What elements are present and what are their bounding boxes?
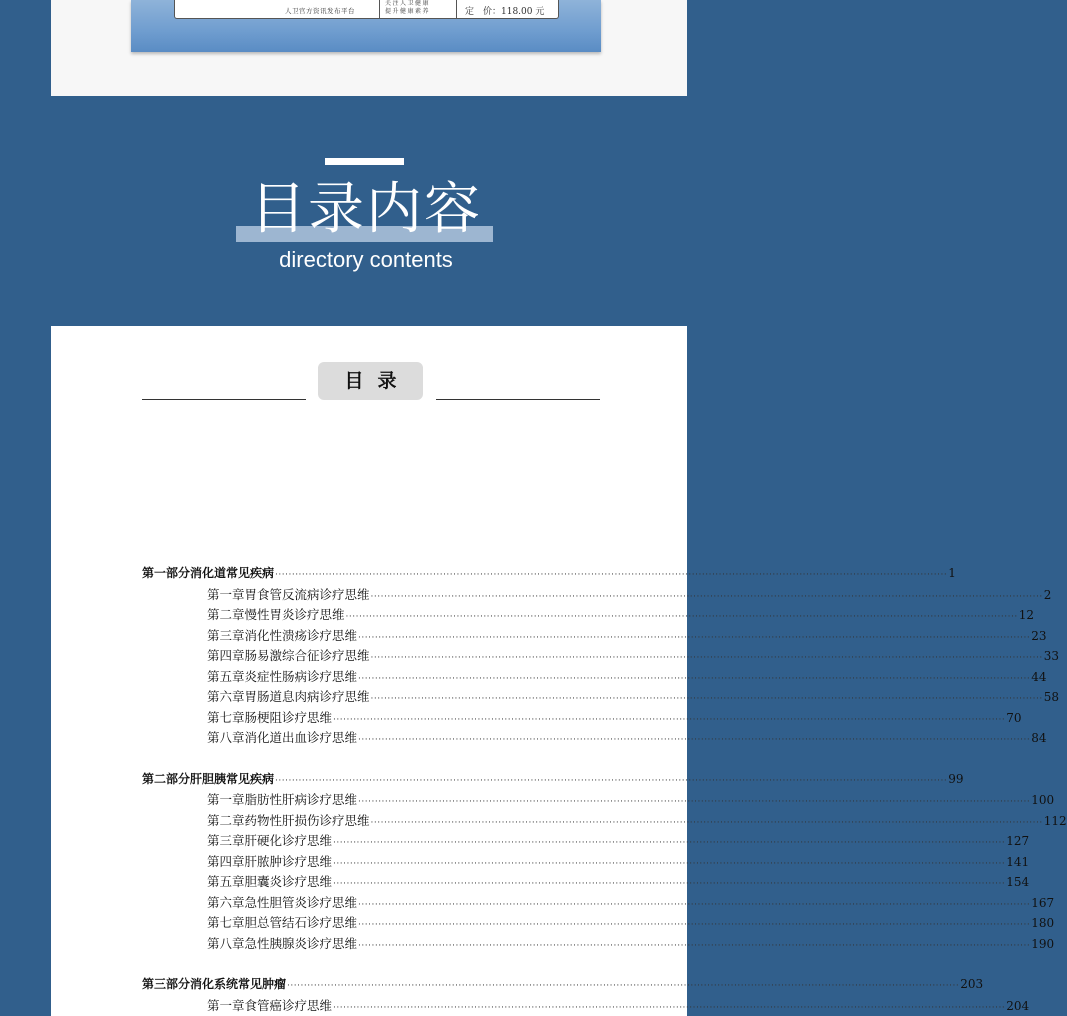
page-number: 1 <box>948 566 956 580</box>
chapter-label: 第七章 <box>207 915 245 930</box>
price-text: 定 价：118.00 元 <box>465 7 545 17</box>
chapter-label: 第一章 <box>207 792 245 807</box>
platform-text: 人卫官方资讯发布平台 <box>285 7 355 15</box>
care-text <box>385 0 430 15</box>
chapter-label: 第四章 <box>207 853 245 869</box>
page-number: 203 <box>960 977 984 991</box>
page-number: 84 <box>1031 731 1047 745</box>
chapter-title: 药物性肝损伤诊疗思维 <box>244 812 370 828</box>
label-divider <box>456 0 457 18</box>
toc-chapter-row <box>142 934 1055 955</box>
chapter-label: 第二章 <box>207 812 245 828</box>
toc-chapter-row <box>142 996 1030 1016</box>
leader-dots: ········································································································································································································ <box>333 879 1006 889</box>
page-number: 112 <box>1043 813 1067 828</box>
leader-dots: ········································································································································································································ <box>370 694 1043 704</box>
toc-chapter-row <box>142 790 1055 811</box>
heading-accent-bar <box>325 158 404 165</box>
section-title: 目录内容 <box>250 177 482 242</box>
leader-dots: ········································································································································································································ <box>333 1002 1006 1013</box>
section-subtitle: directory contents <box>279 247 453 272</box>
toc-chapter-row <box>142 831 1030 852</box>
toc-chapter-row <box>142 872 1030 893</box>
part-label: 第一部分 <box>142 566 191 580</box>
leader-dots: ········································································································································································································ <box>275 570 948 580</box>
toc-chapter-row <box>142 852 1030 873</box>
page-number: 33 <box>1043 649 1059 663</box>
chapter-label: 第一章 <box>207 997 245 1013</box>
leader-dots: ········································································································································································································ <box>333 714 1006 725</box>
page-number: 204 <box>1006 998 1030 1013</box>
book-back-label <box>174 0 559 19</box>
chapter-label: 第八章 <box>207 935 245 951</box>
page-number: 127 <box>1006 834 1030 848</box>
page-number: 190 <box>1031 936 1055 951</box>
chapter-label: 第二章 <box>207 607 245 622</box>
label-divider <box>379 0 380 18</box>
chapter-title: 肠易激综合征诊疗思维 <box>244 648 370 663</box>
toc-chapter-row <box>142 646 1059 667</box>
chapter-label: 第五章 <box>207 874 245 889</box>
page-number: 167 <box>1031 895 1055 910</box>
chapter-title: 肝硬化诊疗思维 <box>244 833 333 848</box>
header-rule-left <box>142 399 306 400</box>
page-number: 99 <box>948 771 964 786</box>
part-title: 消化系统常见肿瘤 <box>190 977 287 991</box>
chapter-title: 消化性溃疡诊疗思维 <box>244 627 358 643</box>
leader-dots: ········································································································································································································ <box>358 735 1031 745</box>
chapter-label: 第四章 <box>207 648 245 663</box>
chapter-label: 第六章 <box>207 689 245 704</box>
chapter-label: 第六章 <box>207 894 245 910</box>
chapter-label: 第七章 <box>207 709 245 725</box>
chapter-title: 脂肪性肝病诊疗思维 <box>244 792 358 807</box>
page-number: 58 <box>1043 690 1059 704</box>
leader-dots: ········································································································································································································ <box>358 940 1031 951</box>
leader-dots: ········································································································································································································ <box>345 612 1018 622</box>
page-number: 100 <box>1031 793 1055 807</box>
chapter-title: 急性胰腺炎诊疗思维 <box>244 935 358 951</box>
care-line-1: 关注人卫健康 <box>385 0 431 7</box>
chapter-title: 肠梗阻诊疗思维 <box>244 709 333 725</box>
toc-chapter-row <box>142 605 1034 626</box>
chapter-title: 胆总管结石诊疗思维 <box>244 915 358 930</box>
leader-dots: ········································································································································································································ <box>358 673 1031 684</box>
chapter-title: 胃食管反流病诊疗思维 <box>244 586 370 602</box>
leader-dots: ········································································································································································································ <box>275 775 948 786</box>
leader-dots: ········································································································································································································ <box>333 838 1006 848</box>
part-gap <box>142 954 600 975</box>
toc-chapter-row <box>142 667 1047 688</box>
page-number: 141 <box>1006 854 1030 869</box>
page-number: 180 <box>1031 916 1055 930</box>
leader-dots: ········································································································································································································ <box>370 591 1043 602</box>
toc-header: 目录 <box>318 362 423 400</box>
part-label: 第三部分 <box>142 977 191 991</box>
toc-chapter-row <box>142 626 1047 647</box>
toc-part-row <box>142 975 984 996</box>
toc-chapter-row <box>142 913 1055 934</box>
chapter-label: 第一章 <box>207 586 245 602</box>
chapter-title: 肝脓肿诊疗思维 <box>244 853 333 869</box>
page-number: 23 <box>1031 628 1047 643</box>
toc-part-row <box>142 770 964 791</box>
toc-chapter-row <box>142 893 1055 914</box>
leader-dots: ········································································································································································································ <box>370 817 1043 828</box>
page-number: 44 <box>1031 669 1047 684</box>
leader-dots: ········································································································································································································ <box>358 899 1031 910</box>
toc-chapter-row <box>142 585 1052 606</box>
part-gap <box>142 749 600 770</box>
header-rule-right <box>436 399 600 400</box>
leader-dots: ········································································································································································································ <box>370 653 1043 663</box>
toc-chapter-row <box>142 728 1047 749</box>
page-number: 12 <box>1018 608 1034 622</box>
chapter-label: 第三章 <box>207 833 245 848</box>
toc-part-row <box>142 564 956 585</box>
care-line-2: 提升健康素养 <box>385 7 431 15</box>
leader-dots: ········································································································································································································ <box>358 920 1031 930</box>
chapter-title: 炎症性肠病诊疗思维 <box>244 668 358 684</box>
chapter-title: 胆囊炎诊疗思维 <box>244 874 333 889</box>
chapter-title: 急性胆管炎诊疗思维 <box>244 894 358 910</box>
page-number: 70 <box>1006 710 1022 725</box>
part-title: 消化道常见疾病 <box>190 566 275 580</box>
chapter-title: 胃肠道息肉病诊疗思维 <box>244 689 370 704</box>
leader-dots: ········································································································································································································ <box>333 858 1006 869</box>
toc-chapter-row <box>142 687 1059 708</box>
chapter-title: 食管癌诊疗思维 <box>244 997 333 1013</box>
part-title: 肝胆胰常见疾病 <box>190 771 275 786</box>
leader-dots: ········································································································································································································ <box>358 632 1031 643</box>
toc-chapter-row <box>142 708 1022 729</box>
page-number: 2 <box>1043 587 1052 602</box>
chapter-label: 第五章 <box>207 668 245 684</box>
toc-chapter-row <box>142 811 1067 832</box>
leader-dots: ········································································································································································································ <box>287 981 960 991</box>
page-number: 154 <box>1006 875 1030 889</box>
chapter-label: 第三章 <box>207 627 245 643</box>
chapter-title: 慢性胃炎诊疗思维 <box>244 607 345 622</box>
chapter-title: 消化道出血诊疗思维 <box>244 730 358 745</box>
chapter-label: 第八章 <box>207 730 245 745</box>
part-label: 第二部分 <box>142 771 191 786</box>
leader-dots: ········································································································································································································ <box>358 797 1031 807</box>
table-of-contents <box>142 564 1067 1016</box>
